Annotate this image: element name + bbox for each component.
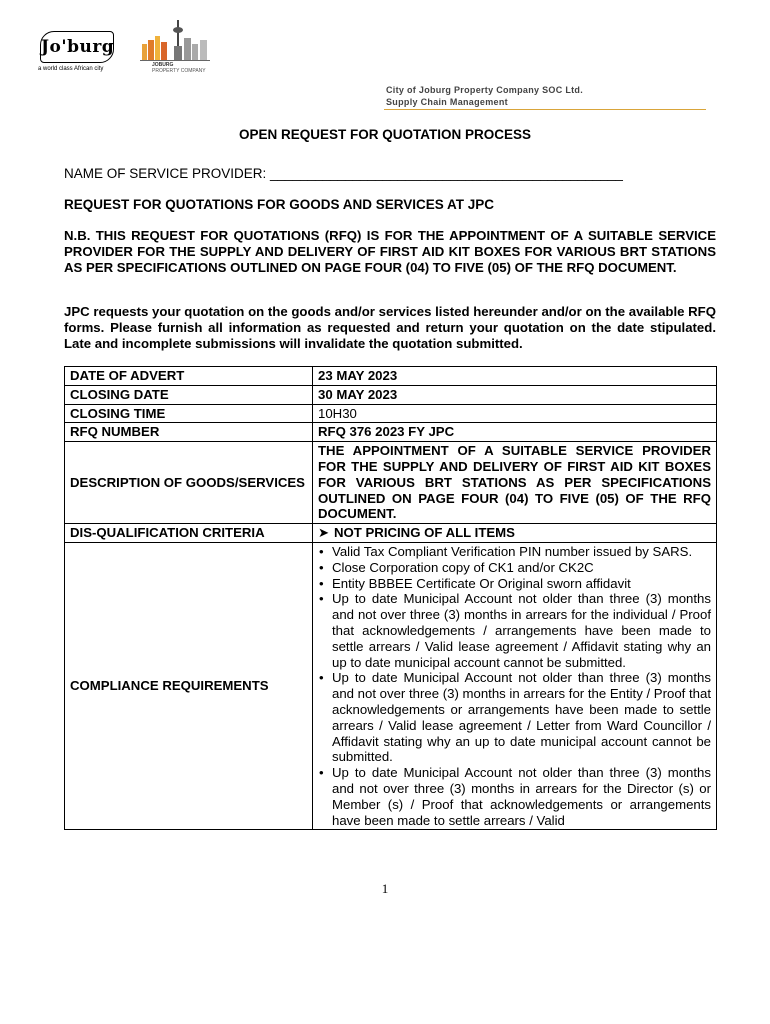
table-row (65, 367, 717, 386)
description-value: THE APPOINTMENT OF A SUITABLE SERVICE PROVIDER FOR THE SUPPLY AND DELIVERY OF FIRST AID KIT BOXES FOR VARIOUS BRT STATIONS AS PER SPECIFICATIONS OUTLINED ON PAGE FOUR (04) TO FIVE (05) OF THE RFQ DOCUMENT. (313, 442, 717, 524)
rfq-number-value: RFQ 376 2023 FY JPC (313, 423, 717, 442)
page-number: 1 (381, 881, 389, 896)
list-item: • Valid Tax Compliant Verification PIN number issued by SARS. (332, 544, 711, 560)
nb-paragraph: N.B. THIS REQUEST FOR QUOTATIONS (RFQ) IS FOR THE APPOINTMENT OF A SUITABLE SERVICE PROVIDER FOR THE SUPPLY AND DELIVERY OF FIRST AID KIT BOXES FOR VARIOUS BRT STATIONS AS PER SPECIFICATIONS OUTLINED ON PAGE FOUR (04) TO FIVE (05) OF THE RFQ DOCUMENT. (64, 228, 716, 275)
table-row (65, 423, 717, 442)
table-row (65, 385, 717, 404)
header-divider (384, 109, 706, 110)
company-header (386, 84, 583, 108)
closing-time-value: 10H30 (313, 404, 717, 423)
closing-time-label: CLOSING TIME (65, 404, 313, 423)
joburg-logo-mark: Jo'burg (40, 31, 114, 63)
service-provider-name-field: NAME OF SERVICE PROVIDER: _______________________________________________ (64, 166, 623, 181)
jpc-skyline-icon (140, 18, 230, 62)
department-name: Supply Chain Management (386, 97, 508, 107)
disqualification-text: NOT PRICING OF ALL ITEMS (334, 525, 515, 541)
request-heading: REQUEST FOR QUOTATIONS FOR GOODS AND SERVICES AT JPC (64, 197, 495, 212)
table-row (65, 542, 717, 829)
closing-date-label: CLOSING DATE (65, 385, 313, 404)
date-of-advert-label: DATE OF ADVERT (65, 367, 313, 386)
table-row (65, 442, 717, 524)
rfq-details-table (64, 366, 717, 830)
list-item: • Close Corporation copy of CK1 and/or CK2C (332, 560, 711, 576)
description-label: DESCRIPTION OF GOODS/SERVICES (65, 442, 313, 524)
table-row (65, 524, 717, 543)
jpc-logo-text: JOBURG PROPERTY COMPANY (152, 62, 206, 74)
table-row (65, 404, 717, 423)
list-item: • Up to date Municipal Account not older than three (3) months and not over three (3) months in arrears for the individual / Proof that acknowledgements / arrangements have been made to settle arrears / Valid lease agreement / Affidavit stating why an up to date municipal account cannot be submitted. (332, 591, 711, 670)
rfq-number-label: RFQ NUMBER (65, 423, 313, 442)
company-name: City of Joburg Property Company SOC Ltd. (386, 85, 584, 95)
list-item: • Entity BBBEE Certificate Or Original sworn affidavit (332, 576, 711, 592)
joburg-logo (34, 26, 134, 78)
date-of-advert-value: 23 MAY 2023 (313, 367, 717, 386)
document-title: OPEN REQUEST FOR QUOTATION PROCESS (238, 127, 532, 142)
list-item: • Up to date Municipal Account not older than three (3) months and not over three (3) months in arrears for the Director (s) or Member (s) / Proof that acknowledgements or arrangements have been made to settle arrears / Valid (332, 765, 711, 828)
list-item: • Up to date Municipal Account not older than three (3) months and not over three (3) months in arrears for the Entity / Proof that acknowledgements or arrangements have been made to settle arrears / Valid lease agreement / Letter from Ward Councillor / Affidavit stating why an up to date municipal account cannot be submitted. (332, 670, 711, 765)
compliance-requirements-list (313, 542, 717, 829)
disqualification-value (313, 524, 717, 543)
compliance-label: COMPLIANCE REQUIREMENTS (65, 542, 313, 829)
closing-date-value: 30 MAY 2023 (313, 385, 717, 404)
arrow-bullet-icon: ➤ (318, 525, 330, 541)
joburg-tagline: a world class African city (38, 66, 104, 72)
request-paragraph: JPC requests your quotation on the goods and/or services listed hereunder and/or on the available RFQ forms. Please furnish all information as requested and return your quotation on the date stipulated. Late and incomplete submissions will invalidate the quotation submitted. (64, 304, 716, 351)
disqualification-label: DIS-QUALIFICATION CRITERIA (65, 524, 313, 543)
jpc-logo (140, 18, 230, 76)
